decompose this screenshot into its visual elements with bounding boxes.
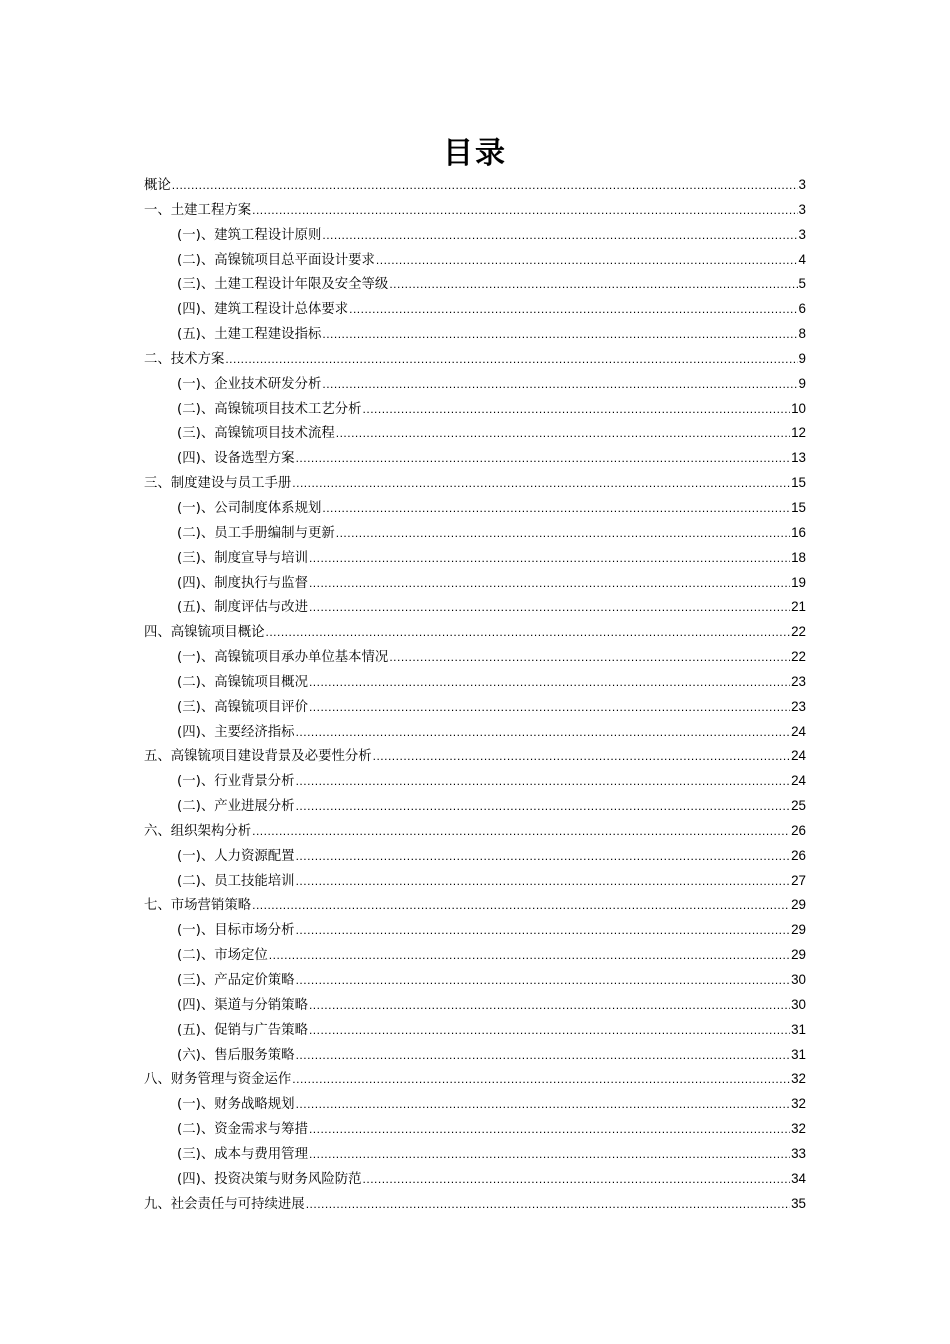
toc-entry-text: 概论: [144, 178, 171, 193]
toc-page-number: 24: [791, 723, 806, 739]
toc-dot-leader: [292, 476, 790, 490]
toc-dot-leader: [322, 501, 790, 515]
toc-section-entry[interactable]: [144, 1168, 806, 1193]
toc-dot-leader: [322, 327, 797, 341]
toc-page-number: 12: [791, 425, 806, 441]
toc-entry-text: (一)、财务战略规划: [177, 1097, 295, 1113]
toc-entry-text: 六、组织架构分析: [144, 823, 252, 839]
toc-section-entry[interactable]: [144, 596, 806, 621]
toc-dot-leader: [252, 898, 790, 912]
toc-section-entry[interactable]: [144, 298, 806, 323]
toc-chapter-entry[interactable]: [144, 348, 806, 373]
toc-entry-text: (三)、土建工程设计年限及安全等级: [177, 277, 389, 293]
toc-entry-text: (三)、高镍锍项目评价: [177, 699, 308, 715]
toc-section-entry[interactable]: [144, 373, 806, 398]
toc-entry-text: (二)、市场定位: [177, 948, 268, 964]
toc-page-number: 22: [791, 649, 806, 665]
toc-entry-text: (一)、建筑工程设计原则: [177, 227, 322, 243]
toc-section-entry[interactable]: [144, 572, 806, 597]
toc-dot-leader: [373, 749, 790, 763]
toc-page-number: 24: [791, 748, 806, 764]
toc-section-entry[interactable]: [144, 845, 806, 870]
toc-entry-text: 一、土建工程方案: [144, 202, 252, 218]
toc-entry-text: (五)、土建工程建设指标: [177, 327, 322, 343]
toc-entry-text: (二)、高镍锍项目总平面设计要求: [177, 252, 375, 268]
toc-entry-text: (二)、高镍锍项目技术工艺分析: [177, 401, 362, 417]
toc-entry-text: 九、社会责任与可持续进展: [144, 1196, 305, 1212]
toc-section-entry[interactable]: [144, 770, 806, 795]
toc-dot-leader: [296, 1097, 791, 1111]
toc-page-number: 26: [791, 822, 806, 838]
toc-page-number: 29: [791, 897, 806, 913]
toc-entry-text: (一)、目标市场分析: [177, 923, 295, 939]
toc-dot-leader: [225, 352, 797, 366]
toc-dot-leader: [309, 998, 790, 1012]
toc-section-entry[interactable]: [144, 447, 806, 472]
toc-dot-leader: [266, 625, 791, 639]
toc-chapter-entry[interactable]: [144, 199, 806, 224]
toc-dot-leader: [296, 923, 791, 937]
toc-section-entry[interactable]: [144, 422, 806, 447]
toc-dot-leader: [252, 824, 790, 838]
toc-page-number: 9: [798, 375, 806, 391]
toc-dot-leader: [296, 799, 791, 813]
toc-section-entry[interactable]: [144, 224, 806, 249]
toc-page-number: 18: [791, 549, 806, 565]
toc-entry-text: (一)、行业背景分析: [177, 774, 295, 790]
toc-dot-leader: [296, 451, 791, 465]
toc-entry-text: (四)、投资决策与财务风险防范: [177, 1171, 362, 1187]
toc-entry-text: (一)、高镍锍项目承办单位基本情况: [177, 650, 389, 666]
toc-entry-text: (四)、主要经济指标: [177, 724, 295, 740]
toc-page-number: 33: [791, 1145, 806, 1161]
toc-chapter-entry[interactable]: [144, 1193, 806, 1218]
toc-dot-leader: [172, 178, 798, 192]
toc-section-entry[interactable]: [144, 969, 806, 994]
toc-page-number: 27: [791, 872, 806, 888]
toc-dot-leader: [269, 948, 790, 962]
toc-dot-leader: [376, 253, 798, 267]
toc-entry-text: (二)、员工技能培训: [177, 873, 295, 889]
toc-page-number: 15: [791, 499, 806, 515]
toc-entry-text: (二)、高镍锍项目概况: [177, 674, 308, 690]
toc-section-entry[interactable]: [144, 721, 806, 746]
toc-entry-text: (三)、成本与费用管理: [177, 1146, 308, 1162]
toc-section-entry[interactable]: [144, 994, 806, 1019]
toc-entry-text: 五、高镍锍项目建设背景及必要性分析: [144, 749, 372, 765]
toc-dot-leader: [309, 600, 790, 614]
toc-dot-leader: [336, 426, 790, 440]
toc-page-number: 19: [791, 574, 806, 590]
toc-dot-leader: [309, 576, 790, 590]
toc-page-number: 3: [798, 226, 806, 242]
toc-entry-text: (一)、公司制度体系规划: [177, 500, 322, 516]
toc-page-number: 35: [791, 1195, 806, 1211]
toc-section-entry[interactable]: [144, 919, 806, 944]
toc-section-entry[interactable]: [144, 1044, 806, 1069]
toc-section-entry[interactable]: [144, 398, 806, 423]
toc-dot-leader: [349, 302, 797, 316]
toc-page-number: 29: [791, 922, 806, 938]
toc-dot-leader: [309, 551, 790, 565]
toc-entry-text: (四)、设备选型方案: [177, 451, 295, 467]
toc-page-number: 34: [791, 1170, 806, 1186]
toc-page-number: 4: [798, 251, 806, 267]
toc-entry-text: (三)、产品定价策略: [177, 973, 295, 988]
toc-chapter-entry[interactable]: [144, 820, 806, 845]
toc-section-entry[interactable]: [144, 497, 806, 522]
toc-section-entry[interactable]: [144, 522, 806, 547]
toc-page-number: 24: [791, 773, 806, 789]
toc-section-entry[interactable]: [144, 547, 806, 572]
toc-dot-leader: [309, 1023, 790, 1037]
toc-page-number: 3: [798, 201, 806, 217]
toc-entry-text: (五)、促销与广告策略: [177, 1022, 308, 1038]
toc-section-entry[interactable]: [144, 944, 806, 969]
toc-page-number: 16: [791, 524, 806, 540]
toc-page-number: 13: [791, 450, 806, 466]
toc-chapter-entry[interactable]: [144, 621, 806, 646]
toc-page-number: 5: [798, 276, 806, 292]
toc-page-number: 8: [798, 326, 806, 342]
toc-dot-leader: [296, 725, 791, 739]
toc-page-number: 31: [791, 1046, 806, 1062]
toc-entry-text: (一)、人力资源配置: [177, 848, 295, 864]
toc-dot-leader: [309, 1147, 790, 1161]
toc-dot-leader: [309, 675, 790, 689]
toc-page-number: 29: [791, 947, 806, 963]
toc-page-number: 25: [791, 798, 806, 814]
toc-entry-text: 二、技术方案: [144, 351, 225, 367]
toc-section-entry[interactable]: [144, 1143, 806, 1168]
toc-dot-leader: [296, 973, 791, 987]
toc-page-number: 23: [791, 673, 806, 689]
toc-entry-text: 三、制度建设与员工手册: [144, 476, 292, 492]
toc-section-entry[interactable]: [144, 870, 806, 895]
toc-page-number: 22: [791, 624, 806, 640]
toc-section-entry[interactable]: [144, 671, 806, 696]
toc-page-number: 21: [791, 599, 806, 615]
toc-dot-leader: [296, 849, 791, 863]
toc-title: 目录: [443, 136, 507, 171]
toc-dot-leader: [292, 1072, 790, 1086]
toc-entry-text: (四)、制度执行与监督: [177, 575, 308, 591]
toc-section-entry[interactable]: [144, 696, 806, 721]
toc-dot-leader: [389, 650, 790, 664]
toc-page-number: 30: [791, 996, 806, 1012]
toc-entry-text: (三)、制度宣导与培训: [177, 550, 308, 566]
toc-section-entry[interactable]: [144, 273, 806, 298]
toc-page-number: 15: [791, 475, 806, 491]
toc-dot-leader: [336, 526, 790, 540]
toc-entry-text: (四)、建筑工程设计总体要求: [177, 302, 349, 318]
toc-page-number: 10: [791, 400, 806, 416]
toc-entry-text: (一)、企业技术研发分析: [177, 376, 322, 392]
toc-entry-text: 七、市场营销策略: [144, 898, 252, 914]
toc-page-number: 32: [791, 1121, 806, 1137]
toc-chapter-entry[interactable]: [144, 174, 806, 199]
toc-chapter-entry[interactable]: [144, 472, 806, 497]
toc-page-number: 3: [798, 177, 806, 192]
toc-section-entry[interactable]: [144, 795, 806, 820]
toc-chapter-entry[interactable]: [144, 745, 806, 770]
toc-dot-leader: [296, 874, 791, 888]
toc-section-entry[interactable]: [144, 1118, 806, 1143]
toc-page-number: 32: [791, 1096, 806, 1112]
toc-chapter-entry[interactable]: [144, 1068, 806, 1093]
toc-section-entry[interactable]: [144, 646, 806, 671]
toc-section-entry[interactable]: [144, 1093, 806, 1118]
toc-page-number: 30: [791, 972, 806, 987]
toc-dot-leader: [309, 1122, 790, 1136]
toc-entry-text: (二)、员工手册编制与更新: [177, 525, 335, 541]
toc-section-entry[interactable]: [144, 1019, 806, 1044]
toc-dot-leader: [322, 228, 797, 242]
toc-entry-text: 四、高镍锍项目概论: [144, 625, 265, 641]
toc-list: [144, 174, 806, 1217]
toc-page-number: 23: [791, 698, 806, 714]
toc-dot-leader: [296, 1048, 791, 1062]
toc-dot-leader: [389, 277, 797, 291]
toc-section-entry[interactable]: [144, 323, 806, 348]
toc-dot-leader: [306, 1197, 790, 1211]
toc-section-entry[interactable]: [144, 249, 806, 274]
toc-dot-leader: [296, 774, 791, 788]
toc-page-number: 9: [798, 350, 806, 366]
toc-entry-text: (四)、渠道与分销策略: [177, 997, 308, 1013]
toc-page-number: 31: [791, 1021, 806, 1037]
toc-dot-leader: [309, 700, 790, 714]
toc-entry-text: 八、财务管理与资金运作: [144, 1072, 292, 1088]
toc-entry-text: (五)、制度评估与改进: [177, 600, 308, 616]
toc-page-number: 6: [798, 301, 806, 317]
toc-dot-leader: [363, 402, 791, 416]
toc-dot-leader: [252, 203, 797, 217]
toc-entry-text: (六)、售后服务策略: [177, 1047, 295, 1063]
toc-page-number: 32: [791, 1071, 806, 1087]
toc-page-number: 26: [791, 847, 806, 863]
toc-chapter-entry[interactable]: [144, 894, 806, 919]
toc-entry-text: (二)、资金需求与筹措: [177, 1122, 308, 1138]
toc-dot-leader: [322, 377, 797, 391]
toc-entry-text: (二)、产业进展分析: [177, 799, 295, 815]
toc-entry-text: (三)、高镍锍项目技术流程: [177, 426, 335, 442]
toc-dot-leader: [363, 1172, 791, 1186]
